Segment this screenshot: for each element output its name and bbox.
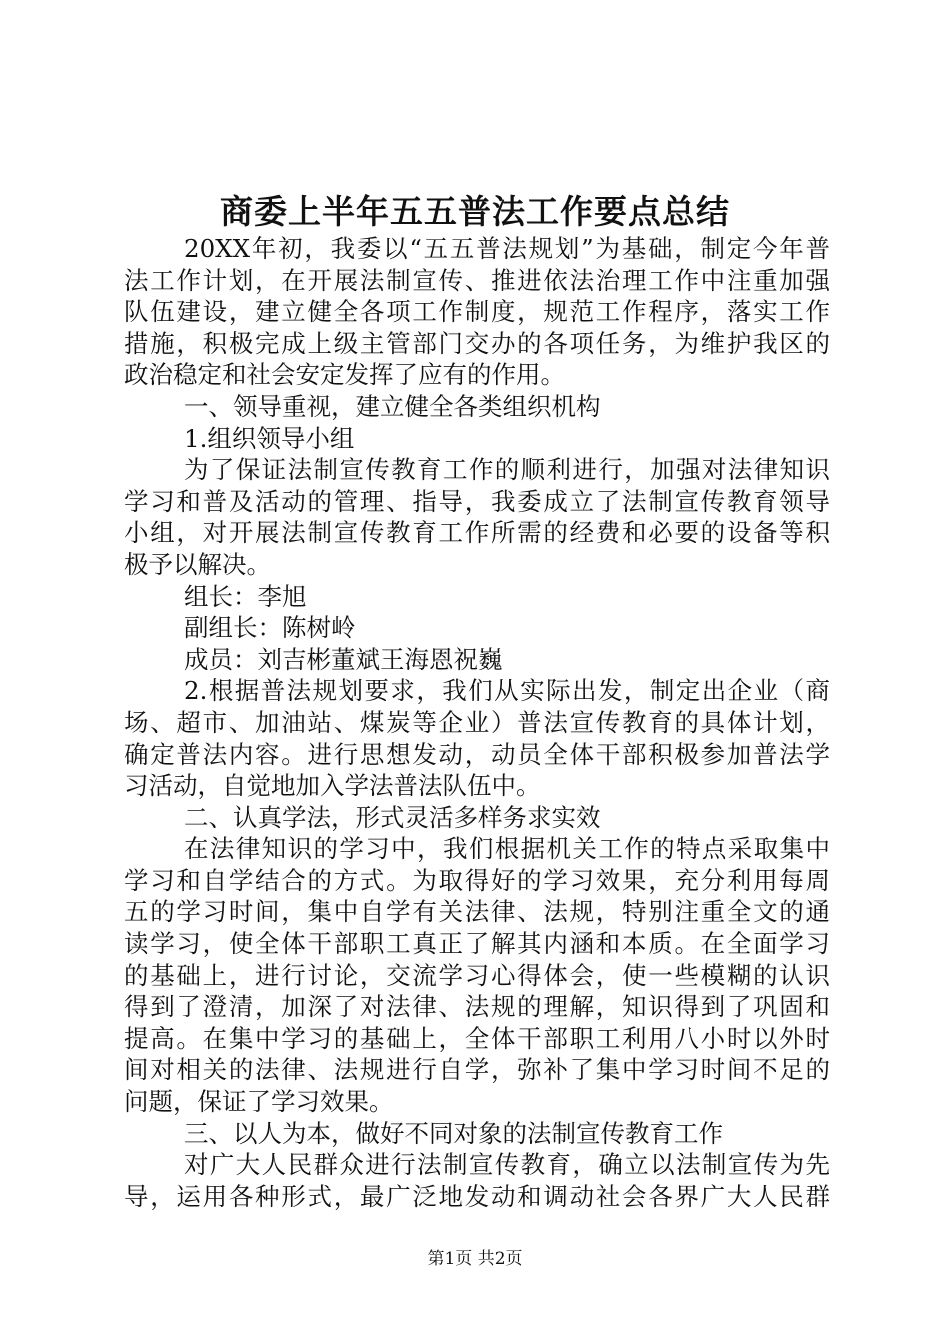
paragraph-line: 1.组织领导小组 (184, 423, 355, 453)
paragraph-line: 确定普法内容。进行思想发动，动员全体干部积极参加普法学 (124, 739, 830, 769)
paragraph-line: 习活动，自觉地加入学法普法队伍中。 (124, 771, 541, 801)
paragraph-line: 队伍建设，建立健全各项工作制度，规范工作程序，落实工作 (124, 297, 830, 327)
paragraph-line: 五的学习时间，集中自学有关法律、法规，特别注重全文的通 (124, 897, 830, 927)
paragraph-line: 政治稳定和社会安定发挥了应有的作用。 (124, 360, 565, 390)
paragraph-line: 对广大人民群众进行法制宣传教育，确立以法制宣传为先 (184, 1150, 830, 1180)
paragraph-line: 场、超市、加油站、煤炭等企业）普法宣传教育的具体计划， (124, 707, 830, 737)
paragraph-line: 2.根据普法规划要求，我们从实际出发，制定出企业（商 (184, 676, 830, 706)
paragraph-line: 成员：刘吉彬董斌王海恩祝巍 (184, 644, 503, 674)
paragraph-line: 组长：李旭 (184, 581, 307, 611)
paragraph-line: 导，运用各种形式，最广泛地发动和调动社会各界广大人民群 (124, 1181, 830, 1211)
paragraph-line: 措施，积极完成上级主管部门交办的各项任务，为维护我区的 (124, 328, 830, 358)
paragraph-line: 间对相关的法律、法规进行自学，弥补了集中学习时间不足的 (124, 1055, 830, 1085)
paragraph-line: 的基础上，进行讨论，交流学习心得体会，使一些模糊的认识 (124, 960, 830, 990)
paragraph-line: 读学习，使全体干部职工真正了解其内涵和本质。在全面学习 (124, 929, 830, 959)
paragraph-line: 问题，保证了学习效果。 (124, 1087, 394, 1117)
paragraph-line: 三、以人为本，做好不同对象的法制宣传教育工作 (184, 1118, 723, 1148)
paragraph-line: 学习和普及活动的管理、指导，我委成立了法制宣传教育领导 (124, 486, 830, 516)
paragraph-line: 提高。在集中学习的基础上，全体干部职工利用八小时以外时 (124, 1023, 830, 1053)
paragraph-line: 一、领导重视，建立健全各类组织机构 (184, 391, 601, 421)
document-body (124, 233, 830, 1212)
paragraph-line: 为了保证法制宣传教育工作的顺利进行，加强对法律知识 (184, 455, 830, 485)
paragraph-line: 小组，对开展法制宣传教育工作所需的经费和必要的设备等积 (124, 518, 830, 548)
paragraph-line: 法工作计划，在开展法制宣传、推进依法治理工作中注重加强 (124, 265, 830, 295)
page-footer: 第1页 共2页 (427, 1249, 523, 1269)
paragraph-line: 在法律知识的学习中，我们根据机关工作的特点采取集中 (184, 834, 830, 864)
paragraph-line: 极予以解决。 (124, 549, 271, 579)
document-title: 商委上半年五五普法工作要点总结 (220, 192, 730, 231)
paragraph-line: 学习和自学结合的方式。为取得好的学习效果，充分利用每周 (124, 865, 830, 895)
paragraph-line: 20XX年初，我委以“五五普法规划”为基础，制定今年普 (184, 234, 830, 263)
paragraph-line: 得到了澄清，加深了对法律、法规的理解，知识得到了巩固和 (124, 992, 830, 1022)
paragraph-line: 副组长：陈树岭 (184, 613, 356, 643)
paragraph-line: 二、认真学法，形式灵活多样务求实效 (184, 802, 601, 832)
